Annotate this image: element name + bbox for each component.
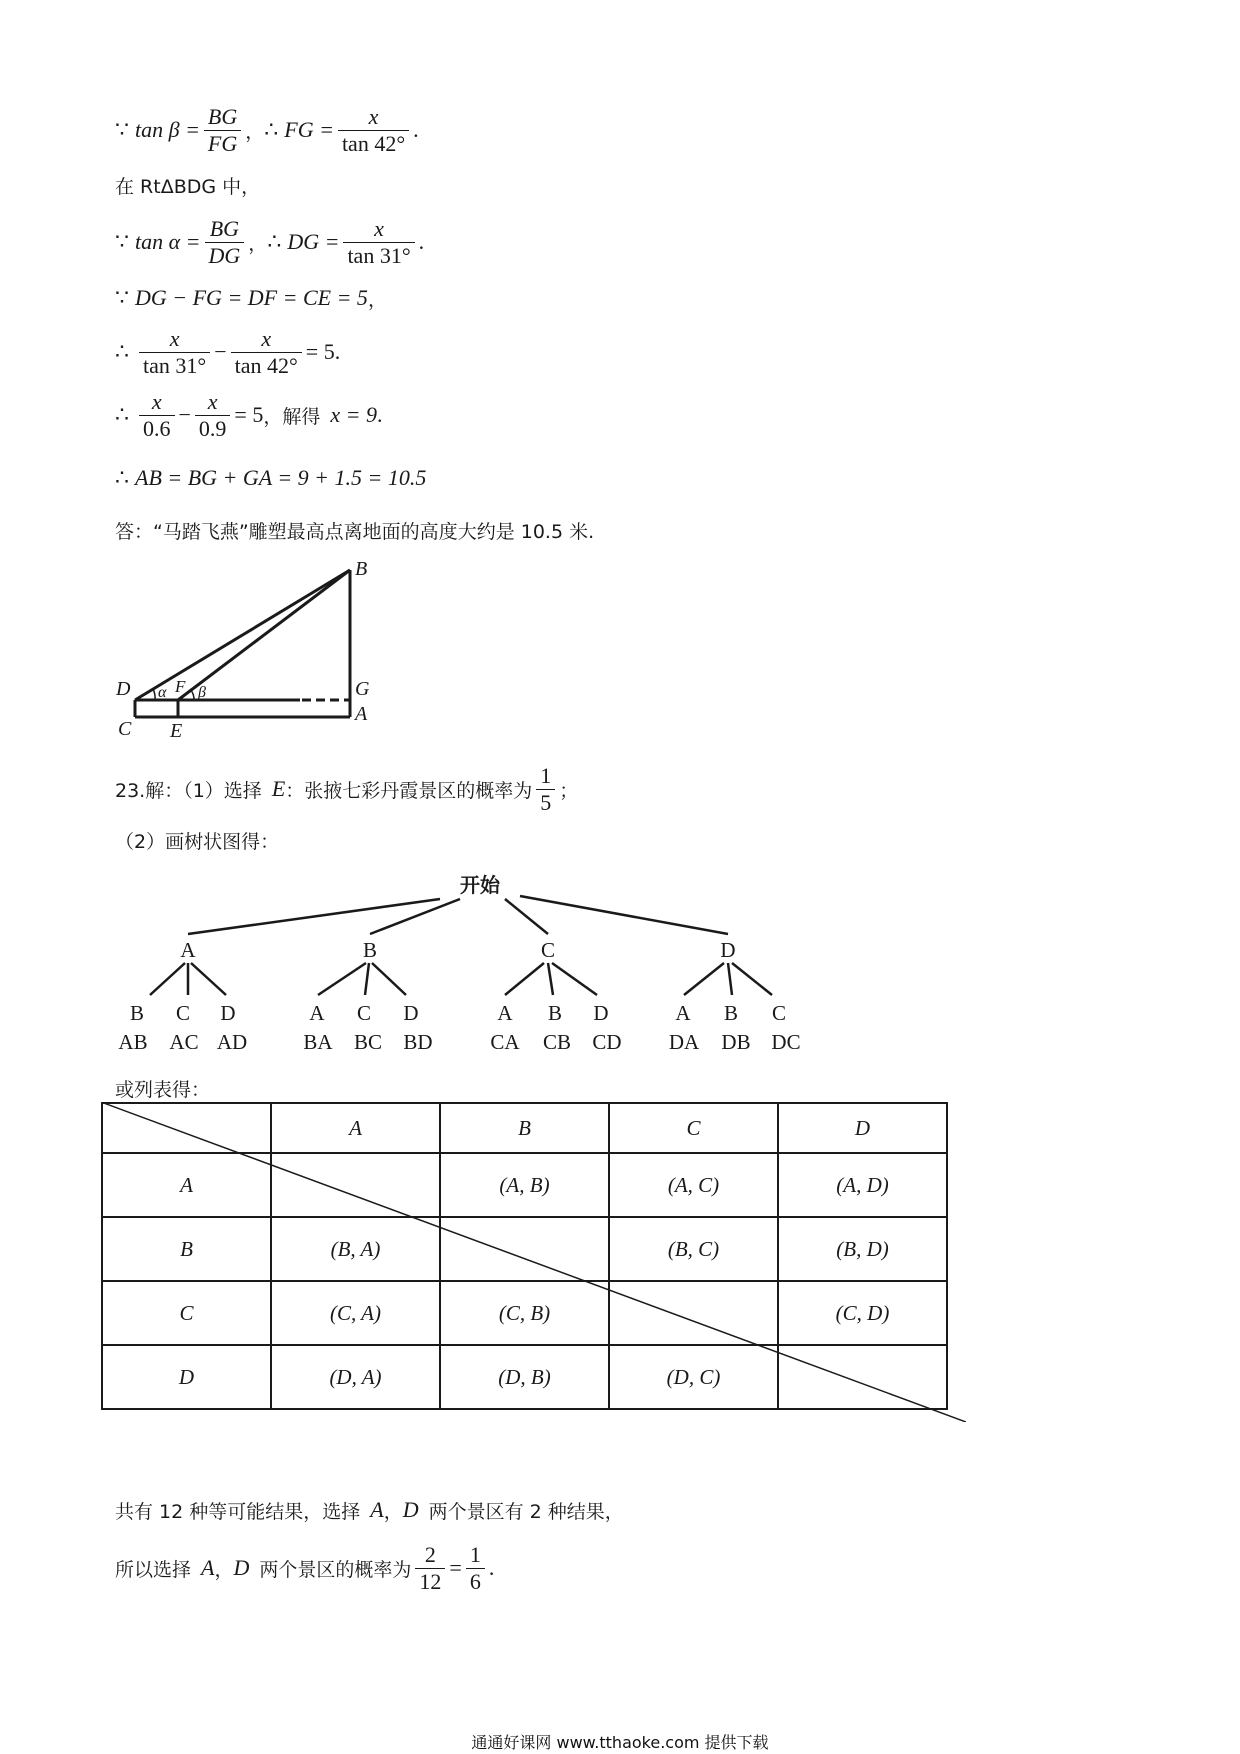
tree-diagram: [100, 860, 840, 1060]
eq-lhs: tan α =: [135, 229, 201, 254]
denominator: 0.6: [139, 415, 175, 441]
table-row-header: A: [102, 1153, 271, 1217]
tree-leaf: B: [129, 1001, 145, 1025]
branch-DA: [684, 963, 724, 995]
fraction: [204, 104, 241, 156]
eq-lhs: tan β =: [135, 117, 200, 142]
tree-node: C: [540, 938, 556, 962]
denominator: 6: [466, 1568, 485, 1594]
branch-CA: [505, 963, 544, 995]
statement: 在 RtΔBDG 中，: [115, 175, 261, 198]
tree-leaf: A: [675, 1001, 691, 1025]
tree-leaf: A: [309, 1001, 325, 1025]
branch-BD: [372, 963, 406, 995]
tree-leaf: D: [593, 1001, 609, 1025]
label-A: A: [355, 703, 368, 725]
therefore-symbol: ∴: [115, 402, 129, 427]
conclusion-line-1: [115, 1490, 624, 1530]
equation-dg-fg: [115, 278, 387, 318]
diagonal-line: [101, 1102, 966, 1422]
variable: A: [201, 1555, 215, 1580]
therefore-symbol: ∴: [115, 465, 129, 490]
denominator: DG: [205, 242, 245, 268]
branch-B: [370, 899, 460, 934]
fraction: [231, 326, 302, 378]
table-cell: (A, B): [440, 1153, 609, 1217]
branch-CB: [548, 963, 553, 995]
fraction: [139, 389, 175, 441]
table-row-header: B: [102, 1217, 271, 1281]
solution: x = 9: [330, 402, 377, 427]
comma: ，: [248, 232, 268, 255]
conclusion-text: 两个景区有 2 种结果，: [428, 1500, 624, 1523]
therefore-symbol: ∴: [115, 339, 129, 364]
tree-outcome: DC: [771, 1030, 801, 1054]
tree-leaf: B: [723, 1001, 739, 1025]
therefore-symbol: ∴: [264, 117, 279, 142]
minus-sign: −: [214, 339, 227, 364]
numerator: x: [374, 216, 384, 242]
table-cell: (D, A): [271, 1345, 440, 1409]
eq-mid: DG =: [287, 229, 340, 254]
table-cell: (D, C): [609, 1345, 778, 1409]
conclusion-text: 两个景区的概率为: [259, 1558, 412, 1581]
denominator: FG: [204, 130, 241, 156]
numerator: x: [261, 326, 272, 352]
table-row-header: C: [102, 1281, 271, 1345]
numerator: x: [151, 389, 162, 415]
label-E: E: [170, 720, 183, 742]
numerator: 1: [540, 763, 552, 789]
fraction: [195, 389, 231, 441]
numerator: x: [169, 326, 180, 352]
table-diagonal: [101, 1102, 966, 1422]
equals-sign: =: [449, 1555, 462, 1580]
comma: ，: [214, 1558, 234, 1581]
table-header-cell: A: [271, 1103, 440, 1153]
tree-leaf: A: [497, 1001, 513, 1025]
eq-rhs: = 5: [234, 402, 264, 427]
period: .: [488, 1555, 495, 1580]
fraction: [415, 1542, 445, 1594]
branch-C: [505, 899, 548, 934]
branch-AD: [191, 963, 226, 995]
variable: D: [402, 1497, 419, 1522]
numerator: BG: [207, 104, 238, 130]
part1-text: ：张掖七彩丹霞景区的概率为: [285, 779, 533, 802]
tree-outcome: DA: [668, 1030, 700, 1054]
equation-ab: [115, 458, 426, 498]
because-symbol: ∵: [115, 229, 129, 254]
tree-outcome: CD: [592, 1030, 622, 1054]
equation-solve-x: [115, 389, 383, 441]
variable: A: [370, 1497, 384, 1522]
part1-prefix: 23.解：（1）选择: [115, 779, 262, 802]
comma: ，: [383, 1500, 403, 1523]
table-cell: (A, D): [778, 1153, 947, 1217]
equation-tan-beta: [115, 104, 419, 156]
line-DB: [135, 570, 350, 700]
equation-tan-alpha: [115, 216, 425, 268]
conclusion-line-2: [115, 1540, 494, 1596]
label-F: F: [175, 677, 186, 696]
denominator: tan 31°: [139, 352, 210, 378]
branch-DC: [732, 963, 772, 995]
tree-leaf: D: [220, 1001, 236, 1025]
equation: AB = BG + GA = 9 + 1.5 = 10.5: [135, 465, 427, 490]
table-cell: (C, A): [271, 1281, 440, 1345]
branch-CD: [552, 963, 597, 995]
period: .: [376, 402, 383, 427]
table-cell: (B, D): [778, 1217, 947, 1281]
conclusion-text: 所以选择: [115, 1558, 192, 1581]
branch-BA: [318, 963, 366, 995]
text-line: [115, 165, 260, 205]
eq-rhs: = 5.: [305, 339, 341, 364]
label-G: G: [355, 678, 370, 700]
tree-leaf: C: [175, 1001, 191, 1025]
numerator: 1: [469, 1542, 481, 1568]
semicolon: ；: [559, 779, 579, 802]
branch-AB: [150, 963, 185, 995]
table-cell: (C, B): [440, 1281, 609, 1345]
tree-leaf: B: [547, 1001, 563, 1025]
label-alpha: α: [158, 684, 167, 701]
denominator: tan 31°: [343, 242, 414, 268]
label-beta: β: [198, 684, 206, 701]
tree-leaf: C: [771, 1001, 787, 1025]
tree-outcome: AC: [169, 1030, 199, 1054]
equation-difference: [115, 326, 341, 378]
comma: ，: [367, 288, 387, 311]
fraction: [338, 104, 409, 156]
table-header-cell: C: [609, 1103, 778, 1153]
tree-leaf: D: [403, 1001, 419, 1025]
tree-root: 开始: [460, 873, 500, 897]
tree-outcome: CA: [490, 1030, 520, 1054]
denominator: 12: [415, 1568, 445, 1594]
denominator: 5: [536, 789, 555, 815]
line-FB: [178, 570, 350, 700]
solve-text: ，解得: [263, 405, 321, 428]
label-C: C: [118, 718, 132, 740]
fraction: [139, 326, 210, 378]
branch-A: [188, 899, 440, 934]
label-B: B: [355, 558, 368, 580]
table-header-cell: B: [440, 1103, 609, 1153]
table-cell: (A, C): [609, 1153, 778, 1217]
table-row-header: D: [102, 1345, 271, 1409]
tree-node: B: [362, 938, 378, 962]
equation: DG − FG = DF = CE = 5: [135, 285, 368, 310]
tree-outcome: AB: [118, 1030, 148, 1054]
therefore-symbol: ∴: [267, 229, 282, 254]
tree-outcome: BC: [353, 1030, 383, 1054]
because-symbol: ∵: [115, 285, 129, 310]
denominator: 0.9: [195, 415, 231, 441]
fraction: [343, 216, 414, 268]
numerator: x: [368, 104, 379, 130]
numerator: 2: [424, 1542, 436, 1568]
table-cell: (B, C): [609, 1217, 778, 1281]
because-symbol: ∵: [115, 117, 129, 142]
tree-leaf: C: [356, 1001, 372, 1025]
tree-node: D: [720, 938, 736, 962]
table-cell: (C, D): [778, 1281, 947, 1345]
fraction: [205, 216, 245, 268]
tree-outcome: BA: [303, 1030, 333, 1054]
numerator: BG: [209, 216, 240, 242]
q23-part2: [115, 820, 279, 860]
period: .: [413, 117, 419, 142]
variable: D: [233, 1555, 250, 1580]
table-cell: (D, B): [440, 1345, 609, 1409]
tree-outcome: CB: [542, 1030, 572, 1054]
table-intro-text: 或列表得：: [115, 1078, 211, 1101]
answer-line: [115, 510, 594, 550]
branch-BC: [365, 963, 369, 995]
table-header-cell: D: [778, 1103, 947, 1153]
angle-alpha-arc: [153, 689, 155, 700]
denominator: tan 42°: [231, 352, 302, 378]
minus-sign: −: [178, 402, 191, 427]
page-footer: 通通好课网 www.tthaoke.com 提供下载: [471, 1733, 769, 1752]
numerator: x: [207, 389, 218, 415]
answer-text: 答：“马踏飞燕”雕塑最高点离地面的高度大约是 10.5 米.: [115, 520, 595, 543]
table-cell: (B, A): [271, 1217, 440, 1281]
angle-beta-arc: [190, 689, 194, 700]
denominator: tan 42°: [338, 130, 409, 156]
tree-outcome: AD: [216, 1030, 248, 1054]
label-D: D: [116, 678, 131, 700]
part2-text: （2）画树状图得：: [115, 830, 280, 853]
tree-outcome: BD: [403, 1030, 433, 1054]
fraction: [536, 763, 555, 815]
eq-mid: FG =: [284, 117, 334, 142]
geometry-figure: [110, 555, 390, 745]
branch-DB: [728, 963, 732, 995]
branch-D: [520, 896, 728, 934]
conclusion-text: 共有 12 种等可能结果，选择: [115, 1500, 361, 1523]
comma: ，: [245, 120, 265, 143]
fraction: [466, 1542, 485, 1594]
part1-variable: E: [271, 776, 286, 801]
period: .: [418, 229, 425, 254]
tree-node: A: [180, 938, 196, 962]
q23-part1: [115, 762, 578, 816]
tree-outcome: DB: [721, 1030, 751, 1054]
